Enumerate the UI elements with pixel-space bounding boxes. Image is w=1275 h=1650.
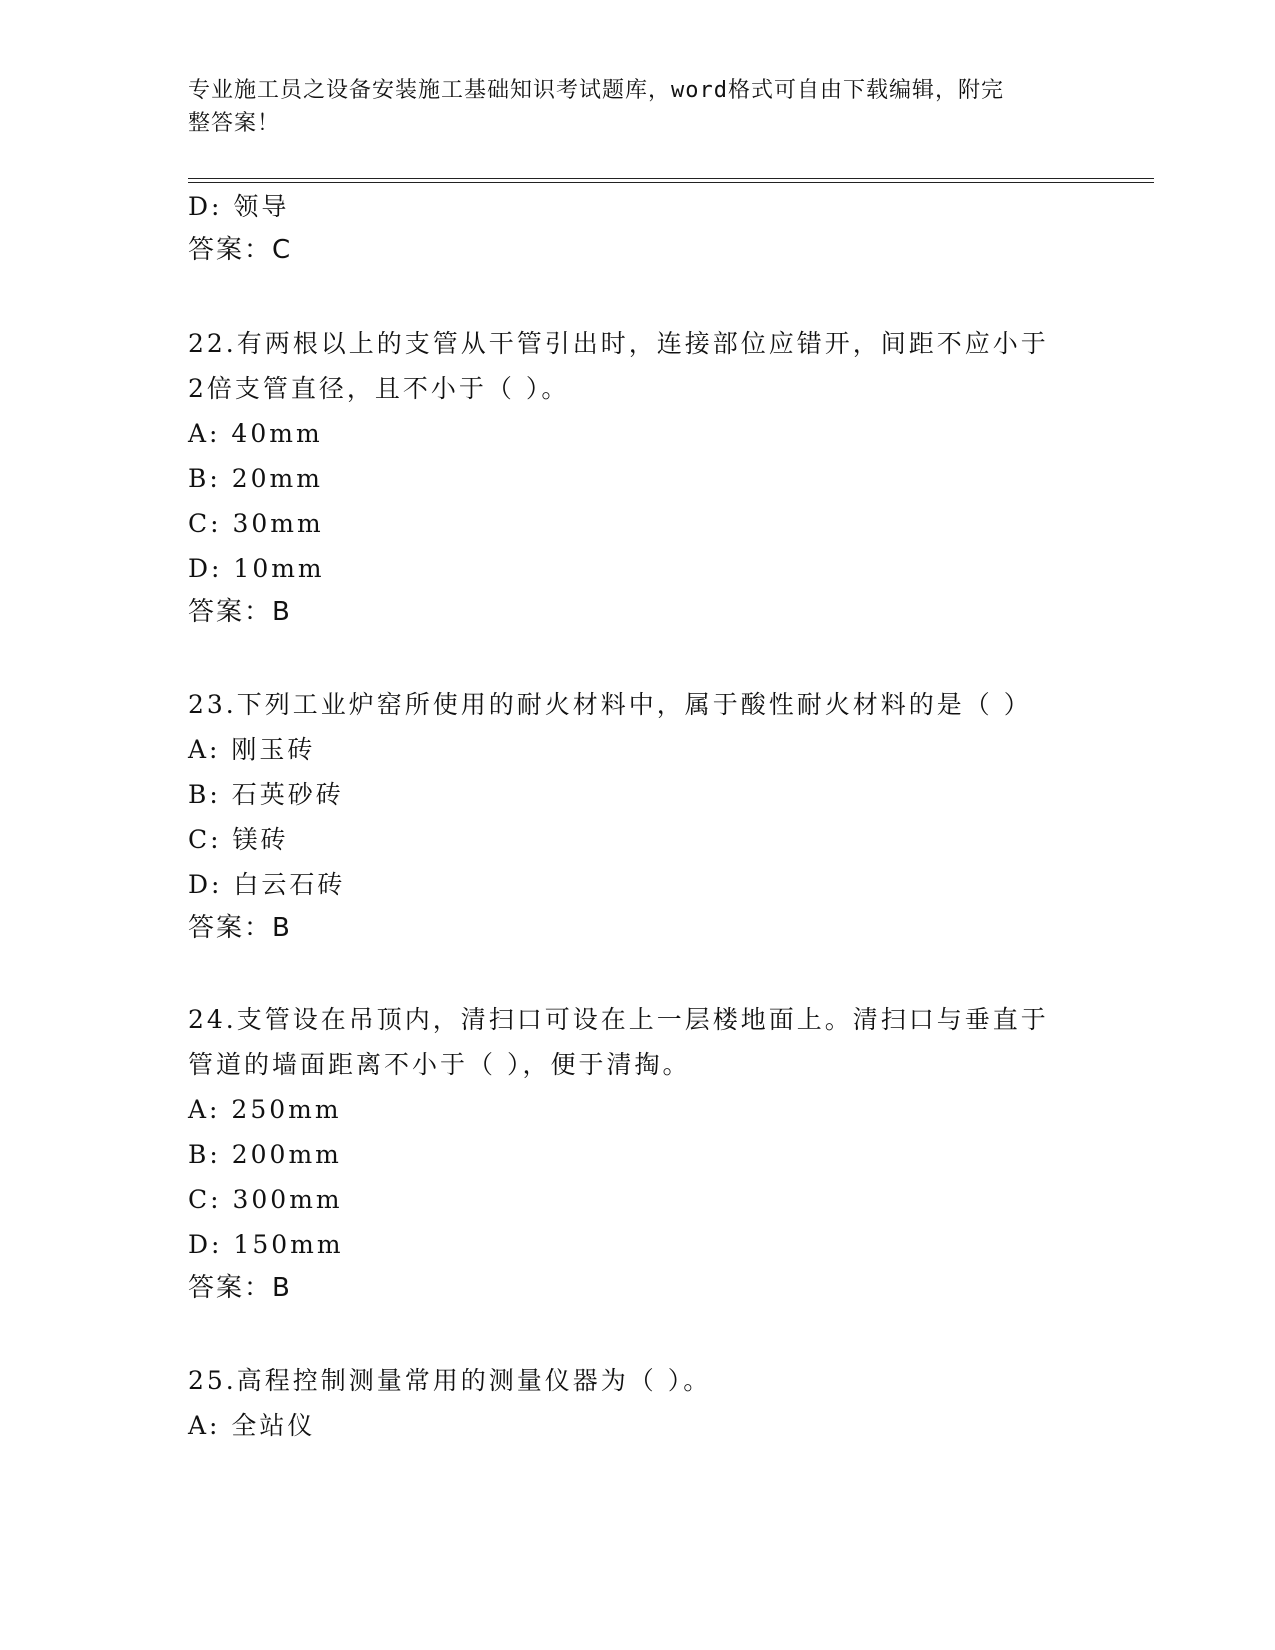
q24-stem-line-1: 24.支管设在吊顶内，清扫口可设在上一层楼地面上。清扫口与垂直于 — [188, 1005, 1049, 1034]
q23-option-b: B: 石英砂砖 — [188, 780, 344, 809]
q25-stem-line-1: 25.高程控制测量常用的测量仪器为（ ）。 — [188, 1366, 712, 1395]
header-title-line-2: 整答案！ — [188, 111, 281, 136]
q22-option-a: A: 40mm — [188, 419, 323, 448]
q22-answer: 答案：B — [188, 597, 292, 627]
q22-stem-line-1: 22.有两根以上的支管从干管引出时，连接部位应错开，间距不应小于 — [188, 329, 1049, 358]
q23-option-c: C: 镁砖 — [188, 825, 289, 854]
q23-answer: 答案：B — [188, 913, 292, 943]
prev-question-answer: 答案：C — [188, 235, 293, 265]
prev-question-option-d: D: 领导 — [188, 192, 290, 221]
q24-option-c: C: 300mm — [188, 1185, 343, 1214]
q24-answer: 答案：B — [188, 1273, 292, 1303]
q23-stem-line-1: 23.下列工业炉窑所使用的耐火材料中，属于酸性耐火材料的是（ ） — [188, 690, 1032, 719]
q24-option-d: D: 150mm — [188, 1230, 344, 1259]
q23-option-d: D: 白云石砖 — [188, 870, 346, 899]
q22-option-d: D: 10mm — [188, 554, 325, 583]
q25-option-a: A: 全站仪 — [188, 1411, 316, 1440]
q23-option-a: A: 刚玉砖 — [188, 735, 316, 764]
header-divider-top — [188, 178, 1154, 179]
q22-stem-line-2: 2倍支管直径，且不小于（ ）。 — [188, 374, 570, 403]
header-divider-bottom — [188, 182, 1154, 183]
q22-option-b: B: 20mm — [188, 464, 323, 493]
q24-option-a: A: 250mm — [188, 1095, 342, 1124]
header-title-line-1: 专业施工员之设备安装施工基础知识考试题库，word格式可自由下载编辑，附完 — [188, 78, 1004, 103]
q22-option-c: C: 30mm — [188, 509, 324, 538]
document-header — [188, 74, 1088, 140]
q24-option-b: B: 200mm — [188, 1140, 342, 1169]
q24-stem-line-2: 管道的墙面距离不小于（ ），便于清掏。 — [188, 1050, 691, 1079]
